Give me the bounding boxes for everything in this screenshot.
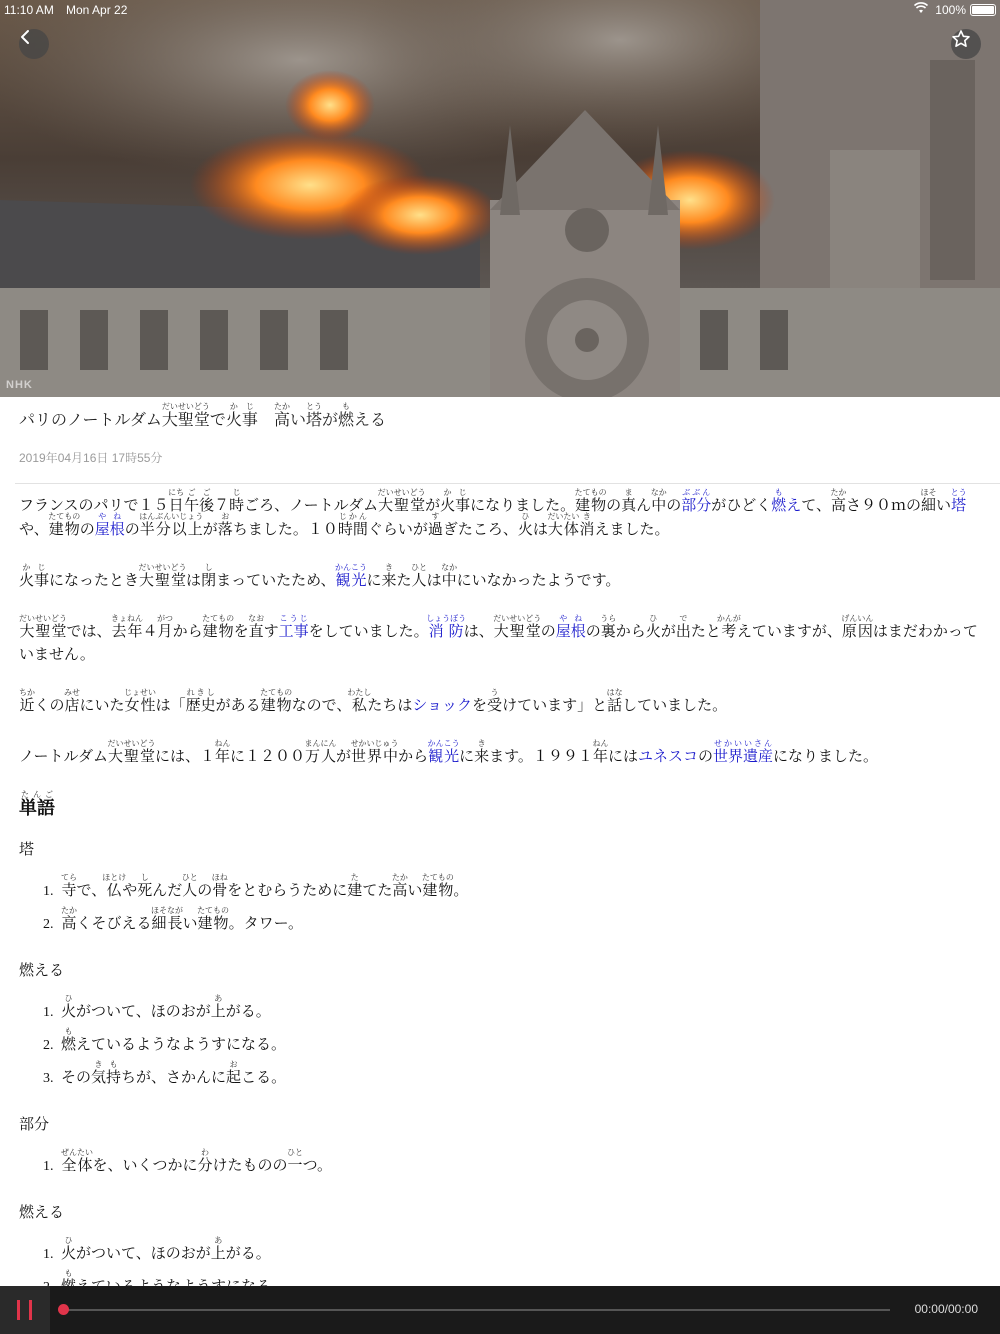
battery-percent: 100% xyxy=(935,3,966,17)
playback-time: 00:00/00:00 xyxy=(914,1302,978,1316)
article-body xyxy=(19,488,985,1322)
vocab-word: 燃える xyxy=(19,961,65,979)
status-bar xyxy=(0,0,1000,20)
definition-list xyxy=(57,994,985,1093)
progress-track[interactable] xyxy=(62,1309,890,1311)
article-date: 2019年04月16日 17時55分 xyxy=(19,451,163,465)
definition-item: 1. 全体ぜんたいを、いくつかに分わけたものの一ひとつ。 xyxy=(57,1148,985,1181)
definition-list xyxy=(57,873,985,939)
back-button[interactable] xyxy=(19,29,49,59)
article-photo xyxy=(0,0,1000,397)
audio-player xyxy=(0,1286,1000,1334)
pause-icon xyxy=(17,1300,20,1320)
vocabulary-heading: 単語たんご xyxy=(19,790,55,819)
pause-button[interactable] xyxy=(0,1286,50,1334)
wifi-icon xyxy=(914,2,928,14)
vocab-word: 部分 xyxy=(19,1115,50,1133)
status-date: Mon Apr 22 xyxy=(66,3,128,17)
vocab-word: 燃える xyxy=(19,1203,65,1221)
vocab-word: 塔 xyxy=(19,840,35,858)
glossary-link[interactable]: ユネスコ xyxy=(637,747,698,765)
glossary-link[interactable]: 屋根やね xyxy=(555,614,586,640)
glossary-link[interactable]: 観光かんこう xyxy=(427,739,460,765)
definition-item: 1. 火ひがついて、ほのおが上あがる。 xyxy=(57,1236,985,1269)
paragraph: 大聖堂だいせいどうでは、去年きょねん４月がつから建物たてものを直なおす工事こうじをしていました。消防しょうぼうは、大聖堂だいせいどうの屋根やねの裏うらから火ひが出でたと考かんがえていますが、原因げんいんはまだわかっていません。 xyxy=(19,614,978,663)
paragraph: 近ちかくの店みせにいた女性じょせいは「歴史れきしがある建物たてものなので、私わたしたちはショックを受うけています」と話はなしていました。 xyxy=(19,688,728,714)
definition-item: 1. 火ひがついて、ほのおが上あがる。 xyxy=(57,994,985,1027)
glossary-link[interactable]: 観光かんこう xyxy=(335,563,367,589)
definition-item: 2. 高たかくそびえる細長ほそながい建物たてもの。タワー。 xyxy=(57,906,985,939)
glossary-link[interactable]: 世界遺産せかいいさん xyxy=(713,739,774,765)
definition-list xyxy=(57,1148,985,1181)
progress-knob[interactable] xyxy=(58,1304,69,1315)
watermark: NHK xyxy=(6,379,33,391)
star-icon xyxy=(951,29,971,49)
glossary-link[interactable]: 塔とう xyxy=(950,488,967,514)
battery-icon xyxy=(970,4,996,16)
glossary-link[interactable]: 燃もえ xyxy=(771,488,802,514)
definition-item: 2. 燃もえているようなようすになる。 xyxy=(57,1027,985,1060)
paragraph: フランスのパリで１５日にち午ご後ご７時じごろ、ノートルダム大聖堂だいせいどうが火事かじになりました。建物たてものの真まん中なかの部分ぶぶんがひどく燃もえて、高たかさ９０ｍの細ほそい塔とうや、建物たてものの屋根やねの半分以上はんぶんいじょうが落おちました。１０時間じかんぐらいが過すぎたころ、火ひは大体だいたい消きえました。 xyxy=(19,488,967,538)
article-title: パリのノートルダム大聖堂だいせいどうで火事かじ 高たかい塔とうが燃もえる xyxy=(19,402,387,429)
glossary-link[interactable]: 屋根やね xyxy=(94,512,125,538)
glossary-link[interactable]: 工事こうじ xyxy=(278,614,309,640)
status-time: 11:10 AM xyxy=(4,3,54,17)
chevron-left-icon xyxy=(19,29,33,45)
paragraph: ノートルダム大聖堂だいせいどうには、１年ねんに１２００万人まんにんが世界中せかいじゅうから観光かんこうに来きます。１９９１年ねんにはユネスコの世界遺産せかいいさんになりました。 xyxy=(19,739,879,765)
glossary-link[interactable]: ショック xyxy=(412,696,473,714)
definition-item: 2. も xyxy=(57,1269,985,1302)
pause-icon-bar xyxy=(29,1300,32,1320)
definition-item: 3. その気持きもちが、さかんに起おこる。 xyxy=(57,1060,985,1093)
paragraph: 火事かじになったとき大聖堂だいせいどうは閉しまっていたため、観光かんこうに来きた人ひとは中なかにいなかったようです。 xyxy=(19,563,621,589)
glossary-link[interactable]: 部分ぶぶん xyxy=(681,488,712,514)
favorite-button[interactable] xyxy=(951,29,981,59)
definition-item: 1. 寺てらで、仏ほとけや死しんだ人ひとの骨ほねをとむらうために建たてた高たかい建物たてもの。 xyxy=(57,873,985,906)
divider xyxy=(15,483,1000,484)
glossary-link[interactable]: 消防しょうぼう xyxy=(426,614,467,640)
